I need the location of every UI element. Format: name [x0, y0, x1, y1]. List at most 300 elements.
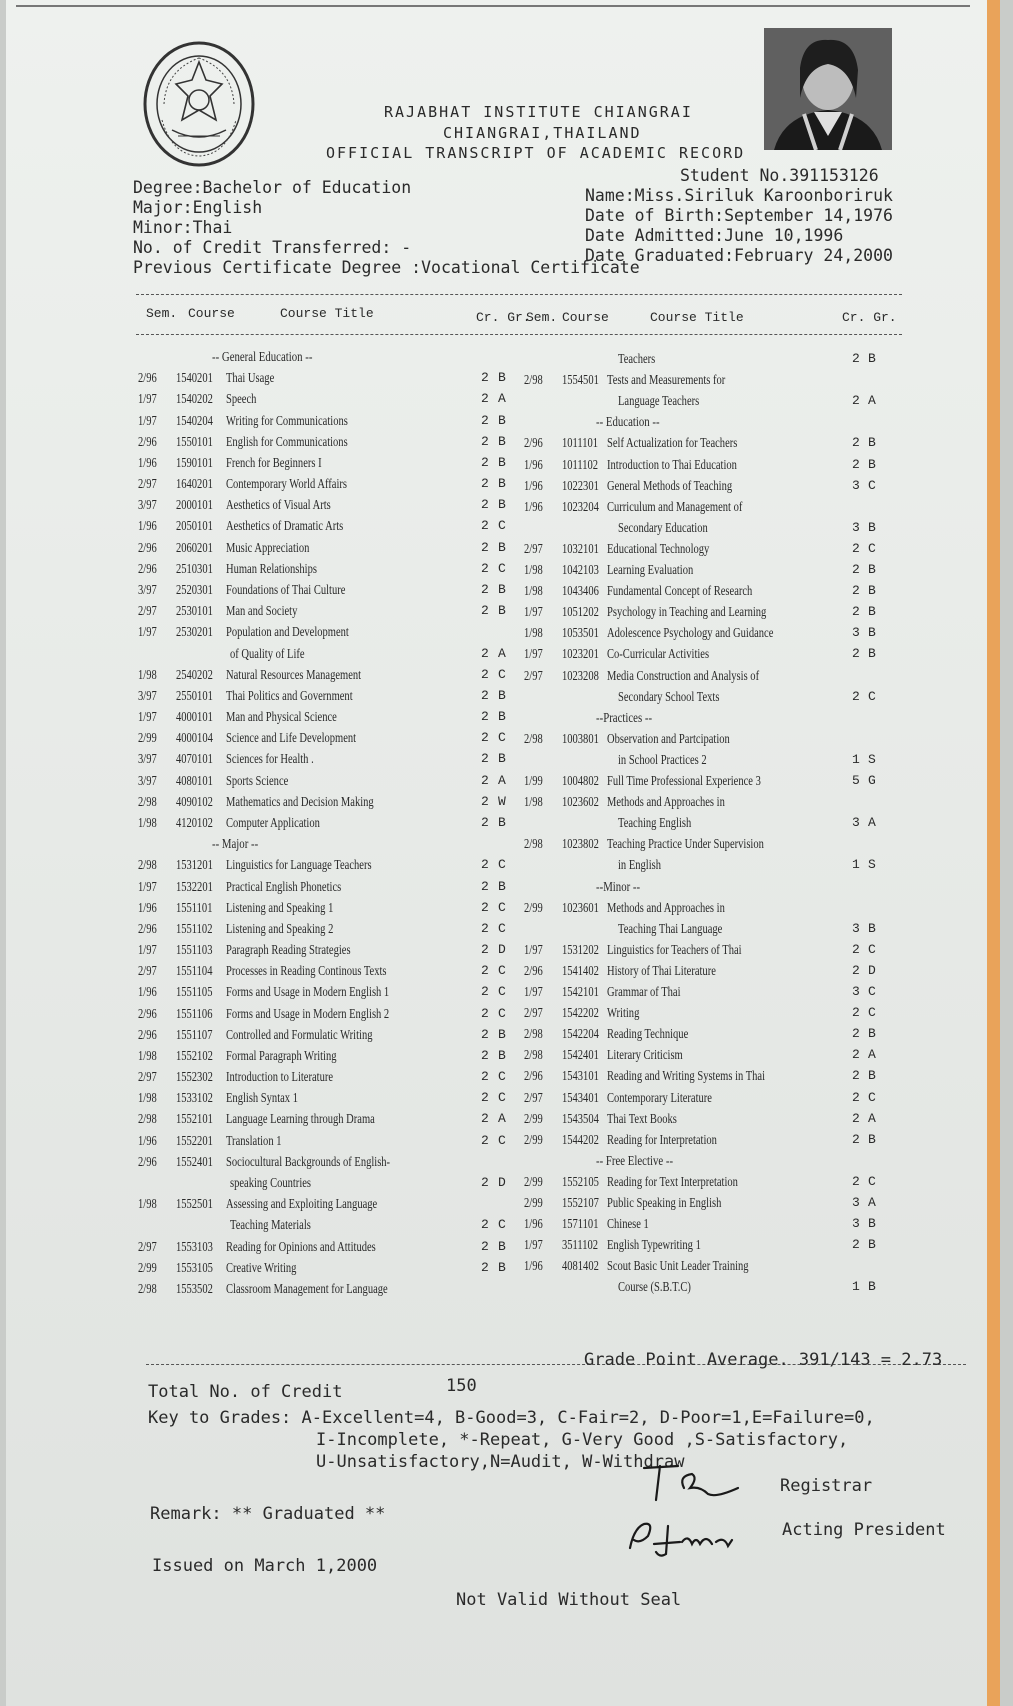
course-grade: B — [498, 1238, 506, 1254]
course-sem: 1/98 — [138, 666, 157, 682]
course-grade: C — [498, 984, 506, 1000]
course-title: Listening and Speaking 2 — [226, 920, 334, 936]
course-sem: 1/97 — [524, 1237, 543, 1253]
course-credit: 3 — [852, 1216, 860, 1232]
course-code: 1550101 — [176, 433, 213, 449]
course-grade: C — [498, 963, 506, 979]
course-sem: 1/96 — [524, 456, 543, 472]
col-course-left: Course — [188, 306, 235, 321]
course-sem: 1/97 — [138, 942, 157, 958]
course-title: Man and Society — [226, 603, 298, 619]
course-sem: 2/98 — [524, 836, 543, 852]
col-sem-right: Sem. — [526, 310, 558, 325]
course-credit: 2 — [852, 1110, 860, 1126]
total-credit-label: Total No. of Credit — [148, 1382, 343, 1402]
course-sem: 2/98 — [138, 1111, 157, 1127]
course-sem: 2/98 — [524, 1026, 543, 1042]
course-credit: 2 — [481, 814, 489, 830]
course-title: English for Communications — [226, 433, 348, 449]
course-title: Linguistics for Teachers of Thai — [607, 941, 742, 957]
course-code: 1533102 — [176, 1090, 213, 1106]
course-title: Curriculum and Management of — [607, 498, 743, 514]
course-sem: 2/98 — [524, 372, 543, 388]
course-code: 2520301 — [176, 581, 213, 597]
course-sem: 2/96 — [524, 435, 543, 451]
course-grade: B — [498, 603, 506, 619]
course-title: Writing for Communications — [226, 412, 348, 428]
course-credit: 2 — [481, 1259, 489, 1275]
course-sem: 3/97 — [138, 581, 157, 597]
course-grade: A — [868, 815, 876, 831]
course-code: 2510301 — [176, 560, 213, 576]
course-credit: 3 — [852, 920, 860, 936]
course-credit: 2 — [481, 560, 489, 576]
col-sem-left: Sem. — [146, 306, 178, 321]
course-code: 1553105 — [176, 1259, 213, 1275]
course-code: 1042103 — [562, 562, 599, 577]
course-credit: 3 — [852, 477, 860, 493]
course-title: Science and Life Development — [226, 730, 357, 746]
course-grade: B — [498, 370, 506, 386]
course-title-cont: in School Practices 2 — [618, 751, 707, 767]
course-code: 1551102 — [176, 920, 213, 936]
date-graduated: Date Graduated:February 24,2000 — [585, 246, 893, 265]
course-credit: 1 — [852, 857, 860, 873]
course-grade: B — [498, 709, 506, 725]
course-sem: 1/98 — [524, 562, 543, 577]
course-sem: 1/98 — [524, 794, 543, 810]
course-credit: 2 — [852, 1237, 860, 1253]
course-credit: 2 — [852, 456, 860, 472]
course-code: 1541402 — [562, 962, 599, 978]
course-title: Aesthetics of Visual Arts — [226, 497, 331, 513]
course-code: 1551106 — [176, 1005, 213, 1021]
course-grade: B — [868, 435, 876, 451]
course-sem: 1/96 — [138, 984, 157, 1000]
course-title: Chinese 1 — [607, 1216, 649, 1232]
course-grade: C — [498, 1069, 506, 1085]
course-grade: C — [868, 540, 876, 556]
course-sem: 1/97 — [138, 412, 157, 428]
course-credit: 2 — [481, 1217, 489, 1233]
course-grade: B — [868, 456, 876, 472]
course-title: Literary Criticism — [607, 1047, 683, 1063]
course-sem: 2/99 — [138, 1259, 157, 1275]
course-title: Writing — [607, 1005, 640, 1021]
course-grade: B — [868, 920, 876, 936]
course-credit: 2 — [852, 1047, 860, 1063]
course-grade: C — [868, 1173, 876, 1189]
course-credit: 2 — [852, 1026, 860, 1042]
course-code: 1571101 — [562, 1216, 599, 1232]
course-credit: 2 — [481, 1175, 489, 1191]
course-credit: 2 — [481, 497, 489, 513]
course-sem: 1/98 — [138, 1090, 157, 1106]
course-code: 1011102 — [562, 456, 599, 472]
course-code: 1542401 — [562, 1047, 599, 1063]
course-grade: B — [498, 539, 506, 555]
course-grade: C — [498, 899, 506, 915]
col-course-right: Course — [562, 310, 609, 325]
course-title: Thai Usage — [226, 370, 275, 386]
remark: Remark: ** Graduated ** — [150, 1504, 386, 1524]
course-grade: C — [868, 477, 876, 493]
course-sem: 1/97 — [138, 391, 157, 407]
course-title: Full Time Professional Experience 3 — [607, 773, 761, 788]
course-sem: 2/96 — [138, 920, 157, 936]
course-credit: 2 — [481, 899, 489, 915]
course-grade: D — [498, 942, 506, 958]
course-credit: 2 — [852, 562, 860, 577]
course-sem: 1/96 — [524, 498, 543, 514]
section-heading: -- Education -- — [596, 414, 660, 430]
course-sem: 1/96 — [138, 899, 157, 915]
course-credit: 2 — [852, 1173, 860, 1189]
course-sem: 1/96 — [138, 454, 157, 470]
course-grade: A — [498, 1111, 506, 1127]
course-code: 3511102 — [562, 1237, 599, 1253]
course-code: 1551103 — [176, 942, 213, 958]
course-title: Teaching Practice Under Supervision — [607, 836, 764, 852]
course-credit: 2 — [481, 793, 489, 809]
course-code: 2530101 — [176, 603, 213, 619]
course-title: Methods and Approaches in — [607, 899, 725, 915]
course-credit: 2 — [481, 984, 489, 1000]
course-credit: 2 — [481, 1069, 489, 1085]
course-title: Sociocultural Backgrounds of English- — [226, 1153, 391, 1169]
previous-degree: Previous Certificate Degree :Vocational Certificate — [133, 258, 640, 277]
course-sem: 2/97 — [524, 1005, 543, 1021]
course-title: Thai Politics and Government — [226, 687, 353, 703]
course-title-cont: Teachers — [618, 351, 656, 366]
course-credit: 2 — [481, 454, 489, 470]
course-title-cont: Course (S.B.T.C) — [618, 1279, 691, 1295]
course-grade: B — [498, 1259, 506, 1275]
course-title: Reading and Writing Systems in Thai — [607, 1068, 766, 1084]
course-grade: B — [498, 814, 506, 830]
major: Major:English — [133, 198, 263, 217]
course-code: 1540204 — [176, 412, 213, 428]
course-title: Contemporary World Affairs — [226, 476, 348, 492]
president-signature — [624, 1514, 744, 1560]
course-code: 1540201 — [176, 370, 213, 386]
course-credit: 2 — [481, 1090, 489, 1106]
course-grade: B — [868, 625, 876, 641]
course-code: 1552501 — [176, 1196, 213, 1212]
course-sem: 2/97 — [138, 476, 157, 492]
student-number: Student No.391153126 — [680, 166, 879, 185]
course-title: Creative Writing — [226, 1259, 297, 1275]
registrar-title: Registrar — [780, 1476, 873, 1496]
course-credit: 3 — [852, 1195, 860, 1210]
course-credit: 2 — [481, 1005, 489, 1021]
course-credit: 2 — [481, 942, 489, 958]
course-credit: 2 — [852, 1068, 860, 1084]
course-credit: 2 — [481, 645, 489, 661]
course-title-cont: Teaching English — [618, 815, 692, 831]
course-sem: 1/97 — [138, 709, 157, 725]
course-code: 1553103 — [176, 1238, 213, 1254]
course-sem: 3/97 — [138, 497, 157, 513]
course-credit: 2 — [481, 709, 489, 725]
col-crgr-right: Cr. Gr. — [842, 310, 897, 325]
course-code: 1542202 — [562, 1005, 599, 1021]
course-title: Linguistics for Language Teachers — [226, 857, 372, 873]
course-credit: 2 — [481, 666, 489, 682]
page-edge — [987, 0, 1000, 1706]
course-grade: C — [498, 920, 506, 936]
course-grade: D — [498, 1175, 506, 1191]
course-title: Tests and Measurements for — [607, 372, 726, 388]
course-title: Sciences for Health . — [226, 751, 314, 767]
course-credit: 2 — [481, 920, 489, 936]
course-grade: C — [868, 941, 876, 957]
course-grade: B — [868, 1026, 876, 1042]
course-sem: 2/96 — [138, 1153, 157, 1169]
course-grade: B — [498, 454, 506, 470]
course-title: Psychology in Teaching and Learning — [607, 604, 767, 620]
course-title: French for Beginners I — [226, 454, 322, 470]
course-grade: C — [498, 518, 506, 534]
course-sem: 2/97 — [138, 1069, 157, 1085]
course-title: Population and Development — [226, 624, 349, 640]
course-grade: B — [868, 583, 876, 599]
course-grade: B — [498, 878, 506, 894]
course-code: 1023204 — [562, 498, 599, 514]
course-sem: 2/99 — [138, 730, 157, 746]
course-credit: 2 — [481, 878, 489, 894]
course-sem: 1/97 — [524, 984, 543, 999]
course-sem: 2/98 — [138, 1280, 157, 1296]
course-grade: S — [868, 751, 876, 767]
course-grade: B — [868, 1237, 876, 1253]
course-title: English Syntax 1 — [226, 1090, 298, 1106]
course-sem: 2/98 — [524, 730, 543, 746]
course-code: 1552105 — [562, 1173, 599, 1189]
course-sem: 2/96 — [524, 1068, 543, 1084]
course-sem: 2/98 — [138, 857, 157, 873]
course-grade: B — [498, 497, 506, 513]
course-grade: C — [498, 1090, 506, 1106]
course-credit: 2 — [852, 435, 860, 451]
document-title: OFFICIAL TRANSCRIPT OF ACADEMIC RECORD — [326, 144, 746, 162]
course-credit: 2 — [481, 581, 489, 597]
course-code: 2550101 — [176, 687, 213, 703]
course-title-cont: of Quality of Life — [230, 645, 305, 661]
course-grade: C — [868, 688, 876, 704]
course-credit: 5 — [852, 773, 860, 788]
course-sem: 2/97 — [524, 540, 543, 556]
course-code: 1551107 — [176, 1026, 213, 1042]
course-code: 1543504 — [562, 1110, 599, 1126]
course-credit: 2 — [481, 476, 489, 492]
course-credit: 2 — [481, 370, 489, 386]
course-code: 1554501 — [562, 372, 599, 388]
course-sem: 1/99 — [524, 773, 543, 788]
course-grade: A — [868, 1047, 876, 1063]
course-grade: B — [868, 646, 876, 662]
course-code: 2000101 — [176, 497, 213, 513]
grade-key-line1: Key to Grades: A-Excellent=4, B-Good=3, C-Fair=2, D-Poor=1,E=Failure=0, — [148, 1408, 875, 1428]
course-sem: 2/96 — [138, 560, 157, 576]
course-code: 4120102 — [176, 814, 213, 830]
issued-date: Issued on March 1,2000 — [152, 1556, 378, 1576]
course-title: Natural Resources Management — [226, 666, 362, 682]
course-grade: B — [868, 351, 876, 366]
course-title: Reading Technique — [607, 1026, 689, 1042]
course-code: 1043406 — [562, 583, 599, 599]
course-sem: 1/97 — [524, 941, 543, 957]
course-code: 1032101 — [562, 540, 599, 556]
course-sem: 1/97 — [138, 878, 157, 894]
course-title: Learning Evaluation — [607, 562, 694, 577]
course-code: 1011101 — [562, 435, 599, 451]
section-heading: -- General Education -- — [212, 349, 313, 364]
course-title: Reading for Text Interpretation — [607, 1173, 738, 1189]
course-title: Reading for Interpretation — [607, 1131, 717, 1147]
course-code: 1023208 — [562, 667, 599, 683]
course-credit: 2 — [481, 730, 489, 746]
course-grade: C — [868, 984, 876, 999]
course-title-cont: Teaching Thai Language — [618, 920, 723, 936]
course-code: 4070101 — [176, 751, 213, 767]
course-credit: 1 — [852, 1279, 860, 1295]
course-title: Human Relationships — [226, 560, 317, 576]
course-title: Self Actualization for Teachers — [607, 435, 738, 451]
course-credit: 2 — [852, 1131, 860, 1147]
course-code: 1590101 — [176, 454, 213, 470]
course-list — [6, 0, 1000, 1706]
course-title: Translation 1 — [226, 1132, 282, 1148]
course-title: Public Speaking in English — [607, 1195, 722, 1210]
course-grade: B — [868, 604, 876, 620]
validity-note: Not Valid Without Seal — [456, 1590, 682, 1610]
col-crgr-left: Cr. Gr. — [476, 310, 531, 325]
minor: Minor:Thai — [133, 218, 233, 237]
course-code: 4000101 — [176, 709, 213, 725]
col-title-left: Course Title — [280, 306, 374, 321]
course-sem: 3/97 — [138, 772, 157, 788]
course-title: Forms and Usage in Modern English 2 — [226, 1005, 390, 1021]
course-grade: B — [498, 1026, 506, 1042]
course-title: Contemporary Literature — [607, 1089, 712, 1105]
course-grade: C — [498, 666, 506, 682]
course-credit: 2 — [481, 1026, 489, 1042]
course-credit: 2 — [481, 772, 489, 788]
course-title: Practical English Phonetics — [226, 878, 342, 894]
course-title: Paragraph Reading Strategies — [226, 942, 351, 958]
course-credit: 2 — [481, 412, 489, 428]
section-heading: --Practices -- — [596, 709, 653, 725]
course-credit: 2 — [481, 1047, 489, 1063]
course-title: Fundamental Concept of Research — [607, 583, 753, 599]
course-credit: 2 — [481, 603, 489, 619]
course-sem: 2/96 — [138, 370, 157, 386]
course-grade: C — [498, 560, 506, 576]
course-title: Co-Curricular Activities — [607, 646, 710, 662]
total-credit-value: 150 — [446, 1376, 477, 1396]
course-grade: G — [868, 773, 876, 788]
course-code: 1540202 — [176, 391, 213, 407]
course-title: Man and Physical Science — [226, 709, 337, 725]
transcript-page — [6, 0, 1000, 1706]
course-code: 1552302 — [176, 1069, 213, 1085]
course-credit: 1 — [852, 751, 860, 767]
course-sem: 2/99 — [524, 1131, 543, 1147]
course-code: 1022301 — [562, 477, 599, 493]
course-sem: 1/98 — [138, 814, 157, 830]
degree: Degree:Bachelor of Education — [133, 178, 412, 197]
course-sem: 3/97 — [138, 687, 157, 703]
course-sem: 1/98 — [524, 583, 543, 599]
course-credit: 2 — [852, 604, 860, 620]
course-title-cont: Secondary School Texts — [618, 688, 720, 704]
course-code: 4081402 — [562, 1258, 599, 1274]
course-title: Educational Technology — [607, 540, 710, 556]
course-title-cont: in English — [618, 857, 662, 873]
course-title-cont: speaking Countries — [230, 1175, 312, 1191]
course-credit: 2 — [481, 539, 489, 555]
course-title: Forms and Usage in Modern English 1 — [226, 984, 390, 1000]
course-grade: C — [498, 730, 506, 746]
course-grade: B — [498, 1047, 506, 1063]
registrar-signature — [638, 1458, 748, 1504]
course-grade: B — [498, 412, 506, 428]
course-grade: C — [498, 857, 506, 873]
course-credit: 2 — [852, 688, 860, 704]
section-heading: --Minor -- — [596, 878, 641, 894]
course-grade: B — [868, 562, 876, 577]
course-credit: 2 — [481, 391, 489, 407]
course-credit: 2 — [852, 1005, 860, 1021]
course-title-cont: Language Teachers — [618, 393, 700, 409]
course-code: 1553502 — [176, 1280, 213, 1296]
course-code: 1053501 — [562, 625, 599, 641]
course-grade: B — [498, 751, 506, 767]
course-code: 4000104 — [176, 730, 213, 746]
course-code: 1544202 — [562, 1131, 599, 1147]
course-code: 1023602 — [562, 794, 599, 810]
course-code: 1023201 — [562, 646, 599, 662]
course-credit: 2 — [481, 518, 489, 534]
acting-president-title: Acting President — [782, 1520, 946, 1540]
course-sem: 1/96 — [524, 1258, 543, 1274]
course-grade: B — [498, 433, 506, 449]
course-code: 1552101 — [176, 1111, 213, 1127]
course-sem: 1/96 — [138, 518, 157, 534]
course-grade: B — [868, 1279, 876, 1295]
course-title: Introduction to Thai Education — [607, 456, 737, 472]
course-title-cont: Secondary Education — [618, 519, 708, 535]
course-credit: 2 — [481, 1132, 489, 1148]
course-code: 2540202 — [176, 666, 213, 682]
course-grade: A — [498, 391, 506, 407]
course-code: 2050101 — [176, 518, 213, 534]
course-title: Adolescence Psychology and Guidance — [607, 625, 774, 641]
course-sem: 1/97 — [524, 646, 543, 662]
course-grade: B — [498, 476, 506, 492]
course-title: Introduction to Literature — [226, 1069, 334, 1085]
course-credit: 2 — [852, 351, 860, 366]
course-grade: B — [868, 1068, 876, 1084]
course-title: Media Construction and Analysis of — [607, 667, 760, 683]
course-code: 1552102 — [176, 1047, 213, 1063]
course-grade: B — [868, 1131, 876, 1147]
course-grade: A — [868, 393, 876, 409]
course-credit: 3 — [852, 625, 860, 641]
course-credit: 2 — [852, 646, 860, 662]
course-title: History of Thai Literature — [607, 962, 716, 978]
